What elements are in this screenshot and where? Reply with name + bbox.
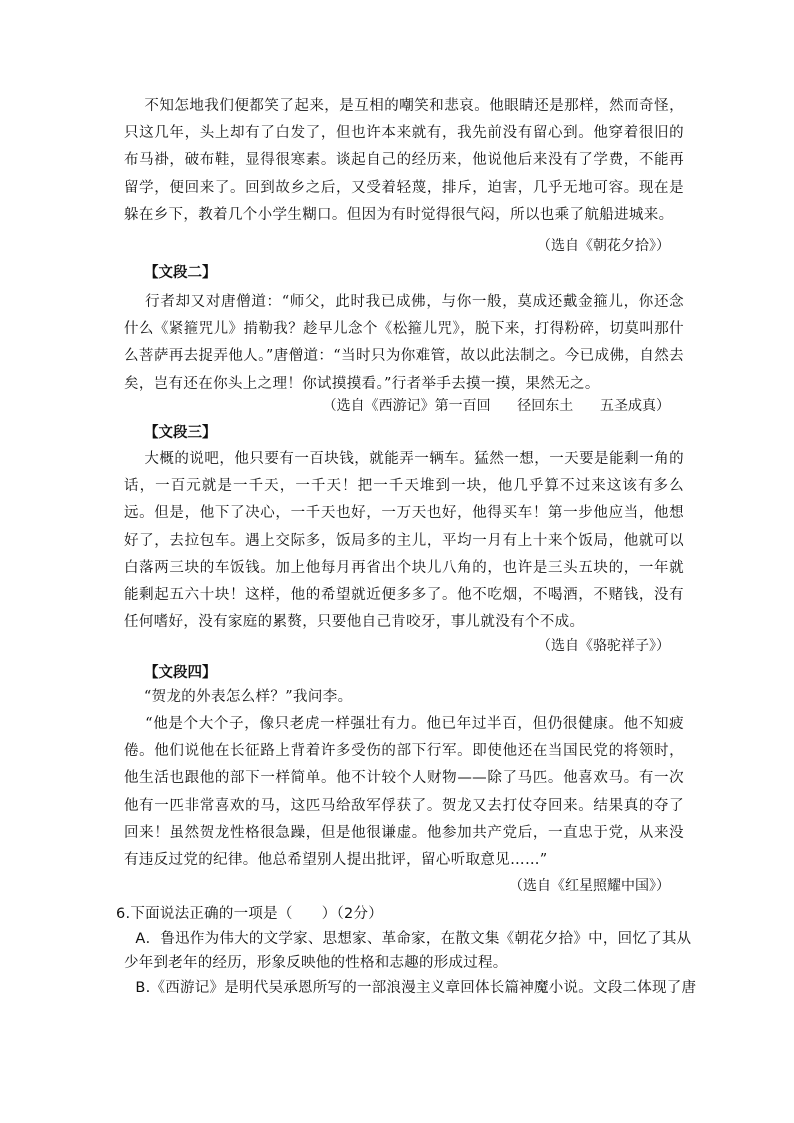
passage-four-source: （选自《红星照耀中国》） <box>509 878 670 894</box>
passage-two-heading: 【文段二】 <box>144 264 217 281</box>
option-a-line-one[interactable]: A．鲁迅作为伟大的文学家、思想家、革命家，在散文集《朝花夕拾》中，回忆了其从 <box>116 930 692 947</box>
passage-three-text: 大概的说吧，他只要有一百块钱，就能弄一辆车。猛然一想，一天要是能剩一角的话，一百元就是一千天，一千天！把一千天堆到一块，他几乎算不过来这该有多么远。但是，他下了决心，一千天也好，一万天也好，他得买车！第一步他应当，他想好了，去拉包车。遇上交际多，饭局多的主儿，平均一月有上十来个饭局，他就可以白落两三块的车饭钱。加上他每月再省出个块儿八角的，也许是三头五块的，一年就能剩起五六十块！这样，他的希望就近便多多了。他不吃烟，不喝酒，不赌钱，没有任何嗜好，没有家庭的累赘，只要他自己肯咬牙，事儿就没有个不成。 <box>124 451 684 631</box>
passage-four-text: “他是个大个子，像只老虎一样强壮有力。他已年过半百，但仍很健康。他不知疲倦。他们说他在长征路上背着许多受伤的部下行军。即使他还在当国民党的将领时，他生活也跟他的部下一样简单。他不计较个人财物——除了马匹。他喜欢马。有一次他有一匹非常喜欢的马，这匹马给敌军俘获了。贺龙又去打仗夺回来。结果真的夺了回来！虽然贺龙性格很急躁，但是他很谦虚。他参加共产党后，一直忠于党，从来没有违反过党的纪律。他总希望别人提出批评，留心听取意见……” <box>124 716 684 869</box>
passage-four-heading: 【文段四】 <box>144 664 217 681</box>
passage-two-text: 行者却又对唐僧道：“师父，此时我已成佛，与你一般，莫成还戴金箍儿，你还念什么《紧箍咒儿》掯勒我？趁早儿念个《松箍儿咒》，脱下来，打得粉碎，切莫叫那什么菩萨再去捉弄他人。”唐僧道：“当时只为你难管，故以此法制之。今已成佛，自然去矣，岂有还在你头上之理！你试摸摸看。”行者举手去摸一摸，果然无之。 <box>124 294 684 392</box>
question-six <box>116 902 697 1000</box>
passage-two-source: （选自《西游记》第一百回 径回东土 五圣成真） <box>322 398 670 414</box>
passage-one-text: 不知怎地我们便都笑了起来，是互相的嘲笑和悲哀。他眼睛还是那样，然而奇怪，只这几年，头上却有了白发了，但也许本来就有，我先前没有留心到。他穿着很旧的布马褂，破布鞋，显得很寒素。谈起自己的经历来，他说他后来没有了学费，不能再留学，便回来了。回到故乡之后，又受着轻蔑，排斥，迫害，几乎无地可容。现在是躲在乡下，教着几个小学生糊口。但因为有时觉得很气闷，所以也乘了航船进城来。 <box>124 98 684 223</box>
passage-three-heading: 【文段三】 <box>144 424 217 441</box>
question-six-stem: 6.下面说法正确的一项是（ ）（2分） <box>116 906 383 922</box>
passage-one-source: （选自《朝花夕拾》） <box>537 238 670 254</box>
passage-four-question: “贺龙的外表怎么样？”我问李。 <box>124 689 353 705</box>
option-b-line-one[interactable]: B.《西游记》是明代吴承恩所写的一部浪漫主义章回体长篇神魔小说。文段二体现了唐 <box>116 979 697 996</box>
option-a-line-two[interactable]: 少年到老年的经历，形象反映他的性格和志趣的形成过程。 <box>124 955 508 971</box>
passage-three-source: （选自《骆驼祥子》） <box>537 638 670 654</box>
